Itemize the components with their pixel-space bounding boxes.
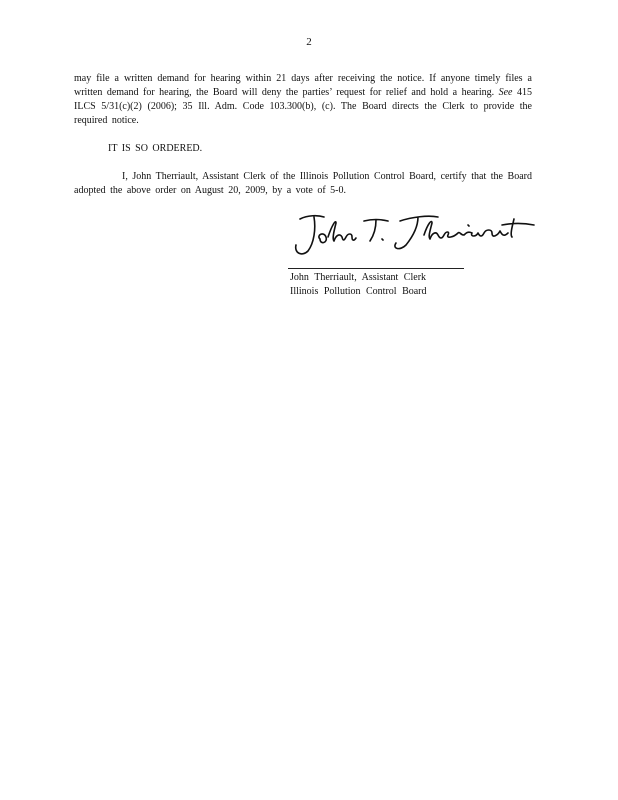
paragraph-hearing-notice-text-1: may file a written demand for hearing within 21 days after receiving the notice. If anyone timely files a written demand for hearing, the Board will deny the parties’ request for relief and hold a hearing. xyxy=(74,73,532,98)
paragraph-hearing-notice xyxy=(74,72,532,128)
signature-line xyxy=(288,268,464,269)
so-ordered-line: IT IS SO ORDERED. xyxy=(108,143,203,154)
signer-organization: Illinois Pollution Control Board xyxy=(290,286,427,297)
page-number: 2 xyxy=(306,36,312,48)
signature-block xyxy=(290,271,427,299)
handwritten-signature xyxy=(288,205,538,265)
paragraph-hearing-notice-text-2: 415 ILCS 5/31(c)(2) (2006); 35 Ill. Adm. Code 103.300(b), (c). The Board directs the Clerk to provide the required notice. xyxy=(74,87,533,126)
signer-name-title: John Therriault, Assistant Clerk xyxy=(290,272,427,283)
certification-paragraph: I, John Therriault, Assistant Clerk of the Illinois Pollution Control Board, certify that the Board adopted the above order on August 20, 2009, by a vote of 5-0. xyxy=(74,171,532,196)
see-citation-signal: See xyxy=(498,87,513,98)
